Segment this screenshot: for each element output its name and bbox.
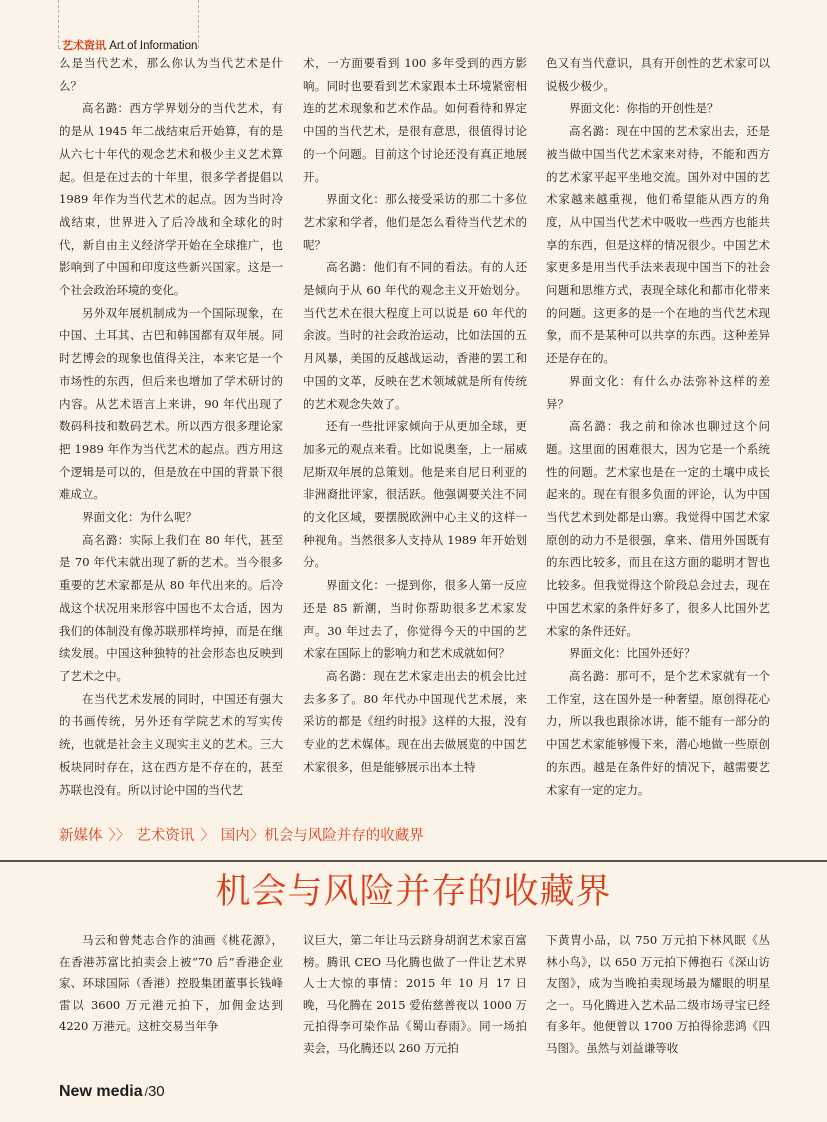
paragraph: 界面文化：一提到你，很多人第一反应还是 85 新潮，当时你帮助很多艺术家发声。30 年过去了，你觉得今天的中国的艺术家在国际上的影响力和艺术成就如何？ — [303, 578, 527, 661]
running-header — [62, 37, 197, 53]
article-column-3 — [546, 930, 770, 1059]
paragraph: 高名潞：现在中国的艺术家出去，还是被当做中国当代艺术家来对待，不能和西方的艺术家平起平坐地交流。国外对中国的艺术家越来越重视，他们希望能从西方的角度，从中国当代艺术中吸收一些西方也能共享的东西，但是这样的情况很少。中国艺术家更多是用当代手法来表现中国当下的社会问题和思维方式，表现全球化和都市化带来的问题。这更多的是一个在地的当代艺术现象，而不是某种可以共享的东西。这种差异还是存在的。 — [546, 124, 770, 366]
footer-slash: / — [144, 1085, 148, 1099]
paragraph: 界面文化：有什么办法弥补这样的差异？ — [546, 373, 770, 411]
section-divider — [0, 860, 827, 862]
breadcrumb-separator: 〉〉 — [108, 828, 131, 844]
page-number: 30 — [147, 1083, 165, 1100]
crop-guide-left — [58, 0, 59, 48]
collection-article — [59, 930, 771, 1074]
paragraph: 高名潞：他们有不同的看法。有的人还是倾向于从 60 年代的观念主义开始划分。当代艺术在很大程度上可以说是 60 年代的余波。当时的社会政治运动，比如法国的五月风暴，美国的反越战运动，香港的罢工和中国的文革，反映在艺术领域就是所有传统的艺术观念失效了。 — [303, 260, 527, 411]
crop-guide-right — [198, 0, 199, 48]
paragraph: 高名潞：我之前和徐冰也聊过这个问题。这里面的困难很大，因为它是一个系统性的问题。艺术家也是在一定的土壤中成长起来的。现在有很多负面的评论，认为中国当代艺术到处都是山寨。我觉得中国艺术家原创的动力不是很强，拿来、借用外国既有的东西比较多，而且在这方面的聪明才智也比较多。但我觉得这个阶段总会过去，现在中国艺术家的条件好多了，很多人比国外艺术家的条件还好。 — [546, 419, 770, 638]
interview-article — [59, 52, 771, 797]
article-column-1 — [59, 52, 283, 801]
page-footer — [59, 1083, 165, 1101]
breadcrumb-separator: 〉 — [200, 828, 215, 844]
paragraph: 下黄胄小品，以 750 万元拍下林风眠《丛林小鸟》，以 650 万元拍下傅抱石《深山访友图》，成为当晚拍卖现场最为耀眼的明星之一。马化腾进入艺术品二级市场寻宝已经有多年。他便曾以 1700 万拍得徐悲鸿《四马图》。虽然与刘益谦等收 — [546, 933, 770, 1055]
magazine-brand: New media — [59, 1083, 143, 1100]
breadcrumb-item-artnews[interactable]: 艺术资讯 — [136, 828, 195, 844]
paragraph: 界面文化：你指的开创性是？ — [569, 101, 719, 116]
paragraph: 高名潞：西方学界划分的当代艺术，有的是从 1945 年二战结束后开始算，有的是从六七十年代的观念艺术和极少主义艺术算起。但是在过去的十年里，很多学者提倡以 1989 年作为当代艺术的起点。因为当时冷战结束，世界进入了后冷战和全球化的时代，新自由主义经济学开始在全球推广，也影响到了中国和印度这些新兴国家。这是一个社会政治环境的变化。 — [59, 101, 283, 298]
article-column-2 — [303, 930, 527, 1059]
paragraph: 界面文化：那么接受采访的那二十多位艺术家和学者，他们是怎么看待当代艺术的呢？ — [303, 192, 527, 252]
paragraph: 么是当代艺术，那么你认为当代艺术是什么？ — [59, 56, 283, 93]
paragraph: 另外双年展机制成为一个国际现象，在中国、土耳其、古巴和韩国都有双年展。同时艺博会的现象也值得关注，本来它是一个市场性的东西，但后来也增加了学术研讨的内容。从艺术语言上来讲，90 年代出现了数码科技和数码艺术。所以西方很多理论家把 1989 年作为当代艺术的起点。西方用这个逻辑是可以的，但是放在中国的背景下很难成立。 — [59, 305, 283, 502]
paragraph: 界面文化：比国外还好？ — [569, 646, 696, 661]
article-column-2 — [303, 52, 527, 779]
article-column-3 — [546, 52, 770, 801]
paragraph: 在当代艺术发展的同时，中国还有强大的书画传统，另外还有学院艺术的写实传统，也就是社会主义现实主义的艺术。三大板块同时存在，这在西方是不存在的，甚至苏联也没有。所以讨论中国的当代艺 — [59, 691, 283, 797]
breadcrumb — [59, 824, 424, 845]
breadcrumb-item-domestic[interactable]: 国内〉 — [220, 828, 265, 844]
paragraph: 还有一些批评家倾向于从更加全球，更加多元的观点来看。比如说奥奎，上一届威尼斯双年展的总策划。他是来自尼日利亚的非洲裔批评家，很活跃。他强调要关注不同的文化区域，要摆脱欧洲中心主义的这样一种视角。当然很多人支持从 1989 年开始划分。 — [303, 419, 527, 570]
breadcrumb-item-newmedia[interactable]: 新媒体 — [59, 828, 103, 844]
breadcrumb-item-current: 机会与风险并存的收藏界 — [264, 828, 424, 844]
paragraph: 议巨大，第二年让马云跻身胡润艺术家百富榜。腾讯 CEO 马化腾也做了一件让艺术界人士大惊的事情：2015 年 10 月 17 日晚，马化腾在 2015 爱佑慈善夜以 1000 万元拍得李可染作品《蜀山春雨》。同一场拍卖会，马化腾还以 260 万元拍 — [303, 933, 527, 1055]
paragraph: 色又有当代意识，具有开创性的艺术家可以说极少极少。 — [546, 56, 770, 93]
paragraph: 高名潞：那可不，是个艺术家就有一个工作室，这在国外是一种奢望。原创得花心力，所以我也跟徐冰讲，能不能有一部分的中国艺术家能够慢下来，潜心地做一些原创的东西。越是在条件好的情况下，越需要艺术家有一定的定力。 — [546, 668, 770, 797]
paragraph: 术，一方面要看到 100 多年受到的西方影响。同时也要看到艺术家跟本土环境紧密相连的艺术现象和艺术作品。如何看待和界定中国的当代艺术，是很有意思，很值得讨论的一个问题。目前这个讨论还没有真正地展开。 — [303, 56, 527, 184]
section-label-cn: 艺术资讯 — [62, 40, 106, 52]
article-column-1 — [59, 930, 283, 1038]
paragraph: 马云和曾梵志合作的油画《桃花源》，在香港苏富比拍卖会上被“70 后”香港企业家、环球国际（香港）控股集团董事长钱峰雷以 3600 万元港元拍下，加佣金达到 4220 万港元。这桩交易当年争 — [59, 933, 283, 1033]
article-title: 机会与风险并存的收藏界 — [215, 872, 612, 912]
paragraph: 界面文化：为什么呢？ — [82, 510, 197, 525]
paragraph: 高名潞：实际上我们在 80 年代，甚至是 70 年代末就出现了新的艺术。当今很多重要的艺术家都是从 80 年代出来的。后冷战这个状况用来形容中国也不太合适，因为我们的体制没有像苏联那样垮掉，而是在继续发展。中国这种独特的社会形态也反映到了艺术之中。 — [59, 532, 283, 683]
section-label-en: Art of Information — [109, 40, 198, 52]
paragraph: 高名潞：现在艺术家走出去的机会比过去多多了。80 年代办中国现代艺术展，来采访的都是《纽约时报》这样的大报，没有专业的艺术媒体。现在出去做展览的中国艺术家很多，但是能够展示出本土特 — [303, 668, 527, 774]
